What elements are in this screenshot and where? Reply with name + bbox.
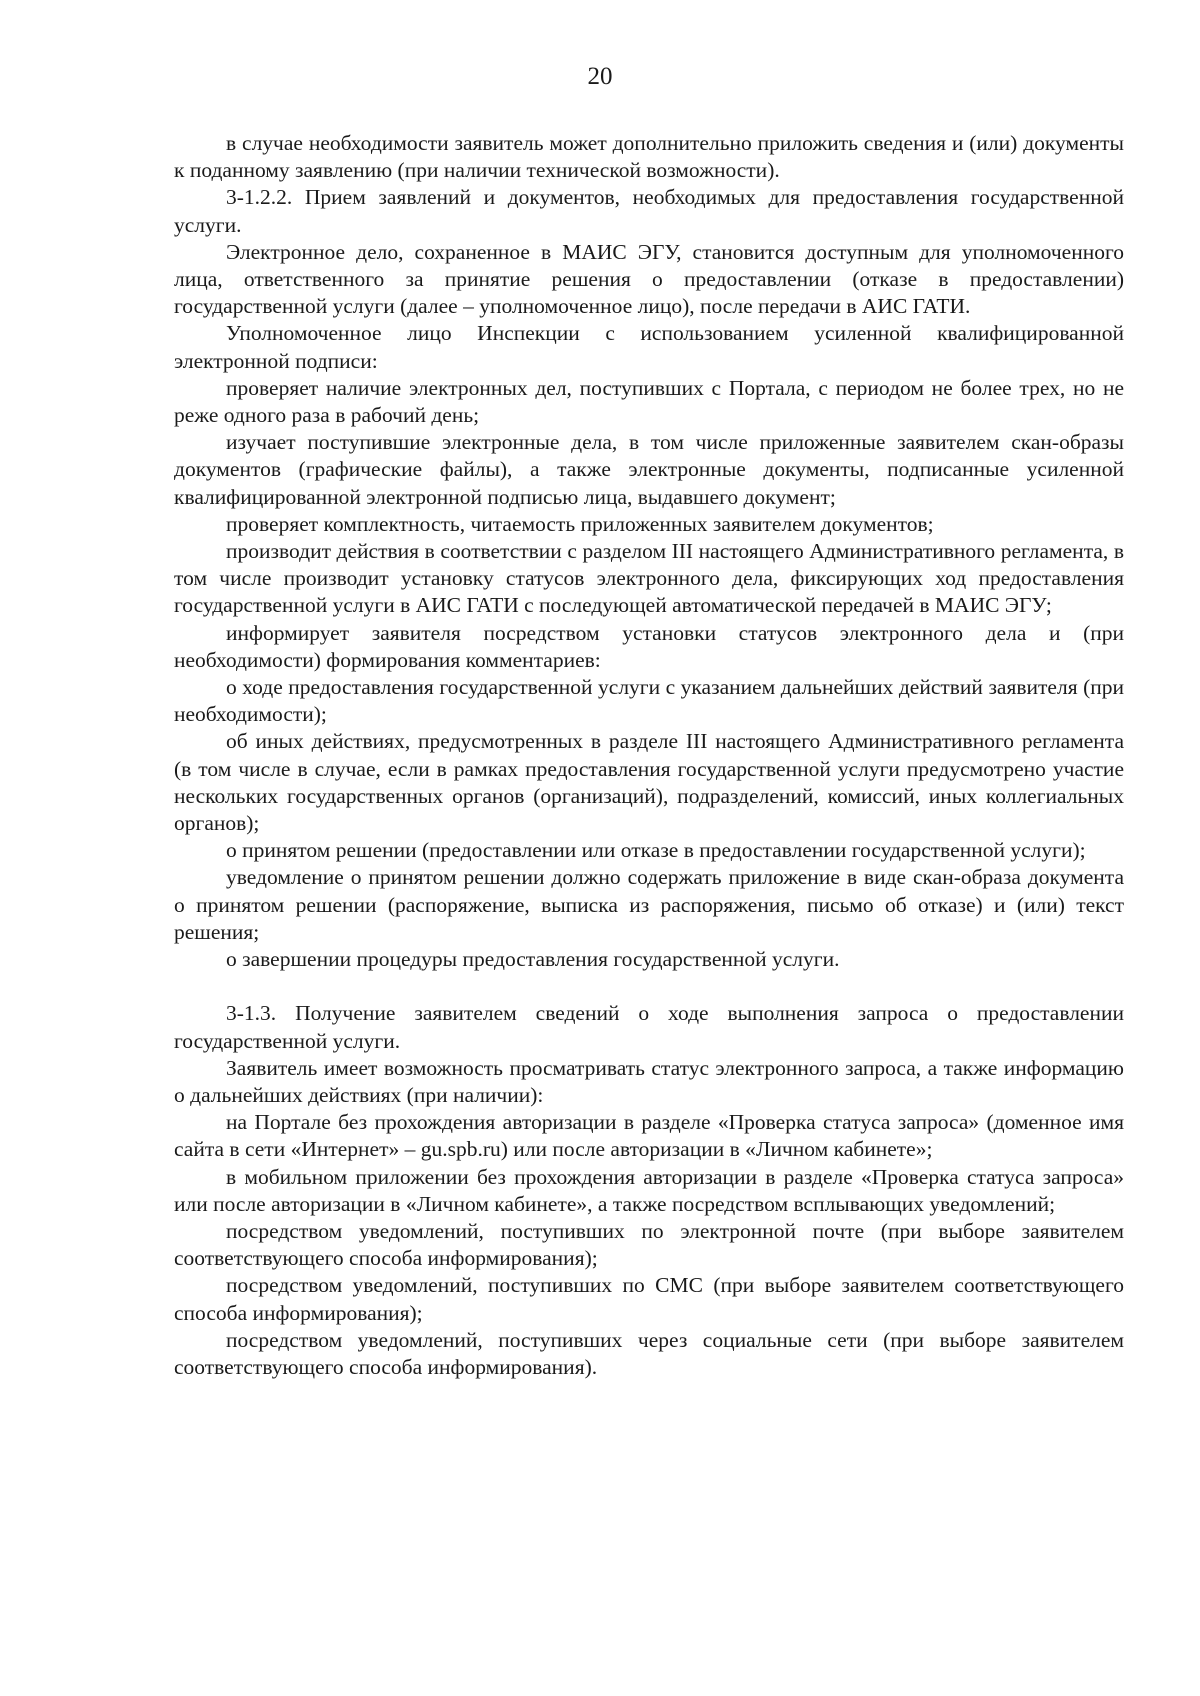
- page-number: 20: [587, 63, 613, 90]
- paragraph-attach-documents: в случае необходимости заявитель может дополнительно приложить сведения и (или) документы к поданному заявлению (при наличии технической возможности).: [174, 131, 1124, 183]
- list-item-checks-cases: проверяет наличие электронных дел, поступивших с Портала, с периодом не более трех, но не реже одного раза в рабочий день;: [174, 375, 1124, 428]
- list-item-checks-completeness: проверяет комплектность, читаемость приложенных заявителем документов;: [226, 511, 934, 536]
- section-heading-3-1-3: 3-1.3. Получение заявителем сведений о ходе выполнения запроса о предоставлении государственной услуги.: [174, 1001, 1124, 1053]
- list-item-portal: на Портале без прохождения авторизации в разделе «Проверка статуса запроса» (доменное имя сайта в сети «Интернет» – gu.spb.ru) или после авторизации в «Личном кабинете»;: [174, 1110, 1124, 1162]
- list-item-performs-actions: производит действия в соответствии с разделом III настоящего Административного регламента, в том числе производит установку статусов электронного дела, фиксирующих ход предоставления государственной услуги в АИС ГАТИ с последующей автоматической передачей в МАИС ЭГУ;: [174, 539, 1124, 618]
- section-spacer: [174, 973, 1124, 1000]
- list-item-studies-cases: изучает поступившие электронные дела, в том числе приложенные заявителем скан-образы документов (графические файлы), а также электронные документы, подписанные усиленной квалифицированной электронной подписью лица, выдавшего документ;: [174, 430, 1124, 509]
- list-item-progress: о ходе предоставления государственной услуги с указанием дальнейших действий заявителя (при необходимости);: [174, 675, 1124, 727]
- document-body: [174, 130, 1124, 1381]
- paragraph-authorized-person: Уполномоченное лицо Инспекции с использованием усиленной квалифицированной электронной подписи:: [174, 321, 1124, 373]
- list-item-social-networks: посредством уведомлений, поступивших через социальные сети (при выборе заявителем соответствующего способа информирования).: [174, 1327, 1124, 1379]
- section-heading-3-1-2-2: 3-1.2.2. Прием заявлений и документов, необходимых для предоставления государственной услуги.: [174, 185, 1124, 237]
- list-item-email: посредством уведомлений, поступивших по электронной почте (при выборе заявителем соответствующего способа информирования);: [174, 1218, 1124, 1271]
- list-item-completion: о завершении процедуры предоставления государственной услуги.: [226, 947, 840, 972]
- list-item-informs-applicant: информирует заявителя посредством установки статусов электронного дела и (при необходимости) формирования комментариев:: [174, 620, 1124, 672]
- list-item-other-actions: об иных действиях, предусмотренных в разделе III настоящего Административного регламента (в том числе в случае, если в рамках предоставления государственной услуги предусмотрено участие нескольких государственных органов (организаций), подразделений, комиссий, иных коллегиальных органов);: [174, 729, 1124, 836]
- list-item-notification-content: уведомление о принятом решении должно содержать приложение в виде скан-образа документа о принятом решении (распоряжение, выписка из распоряжения, письмо об отказе) и (или) текст решения;: [174, 865, 1124, 944]
- list-item-mobile-app: в мобильном приложении без прохождения авторизации в разделе «Проверка статуса запроса» или после авторизации в «Личном кабинете», а также посредством всплывающих уведомлений;: [174, 1164, 1124, 1216]
- list-item-sms: посредством уведомлений, поступивших по СМС (при выборе заявителем соответствующего способа информирования);: [174, 1273, 1124, 1325]
- paragraph-electronic-case: Электронное дело, сохраненное в МАИС ЭГУ, становится доступным для уполномоченного лица, ответственного за принятие решения о предоставлении (отказе в предоставлении) государственной услуги (далее – уполномоченное лицо), после передачи в АИС ГАТИ.: [174, 239, 1124, 319]
- paragraph-applicant-status: Заявитель имеет возможность просматривать статус электронного запроса, а также информацию о дальнейших действиях (при наличии):: [174, 1055, 1124, 1107]
- list-item-decision: о принятом решении (предоставлении или отказе в предоставлении государственной услуги);: [226, 838, 1086, 863]
